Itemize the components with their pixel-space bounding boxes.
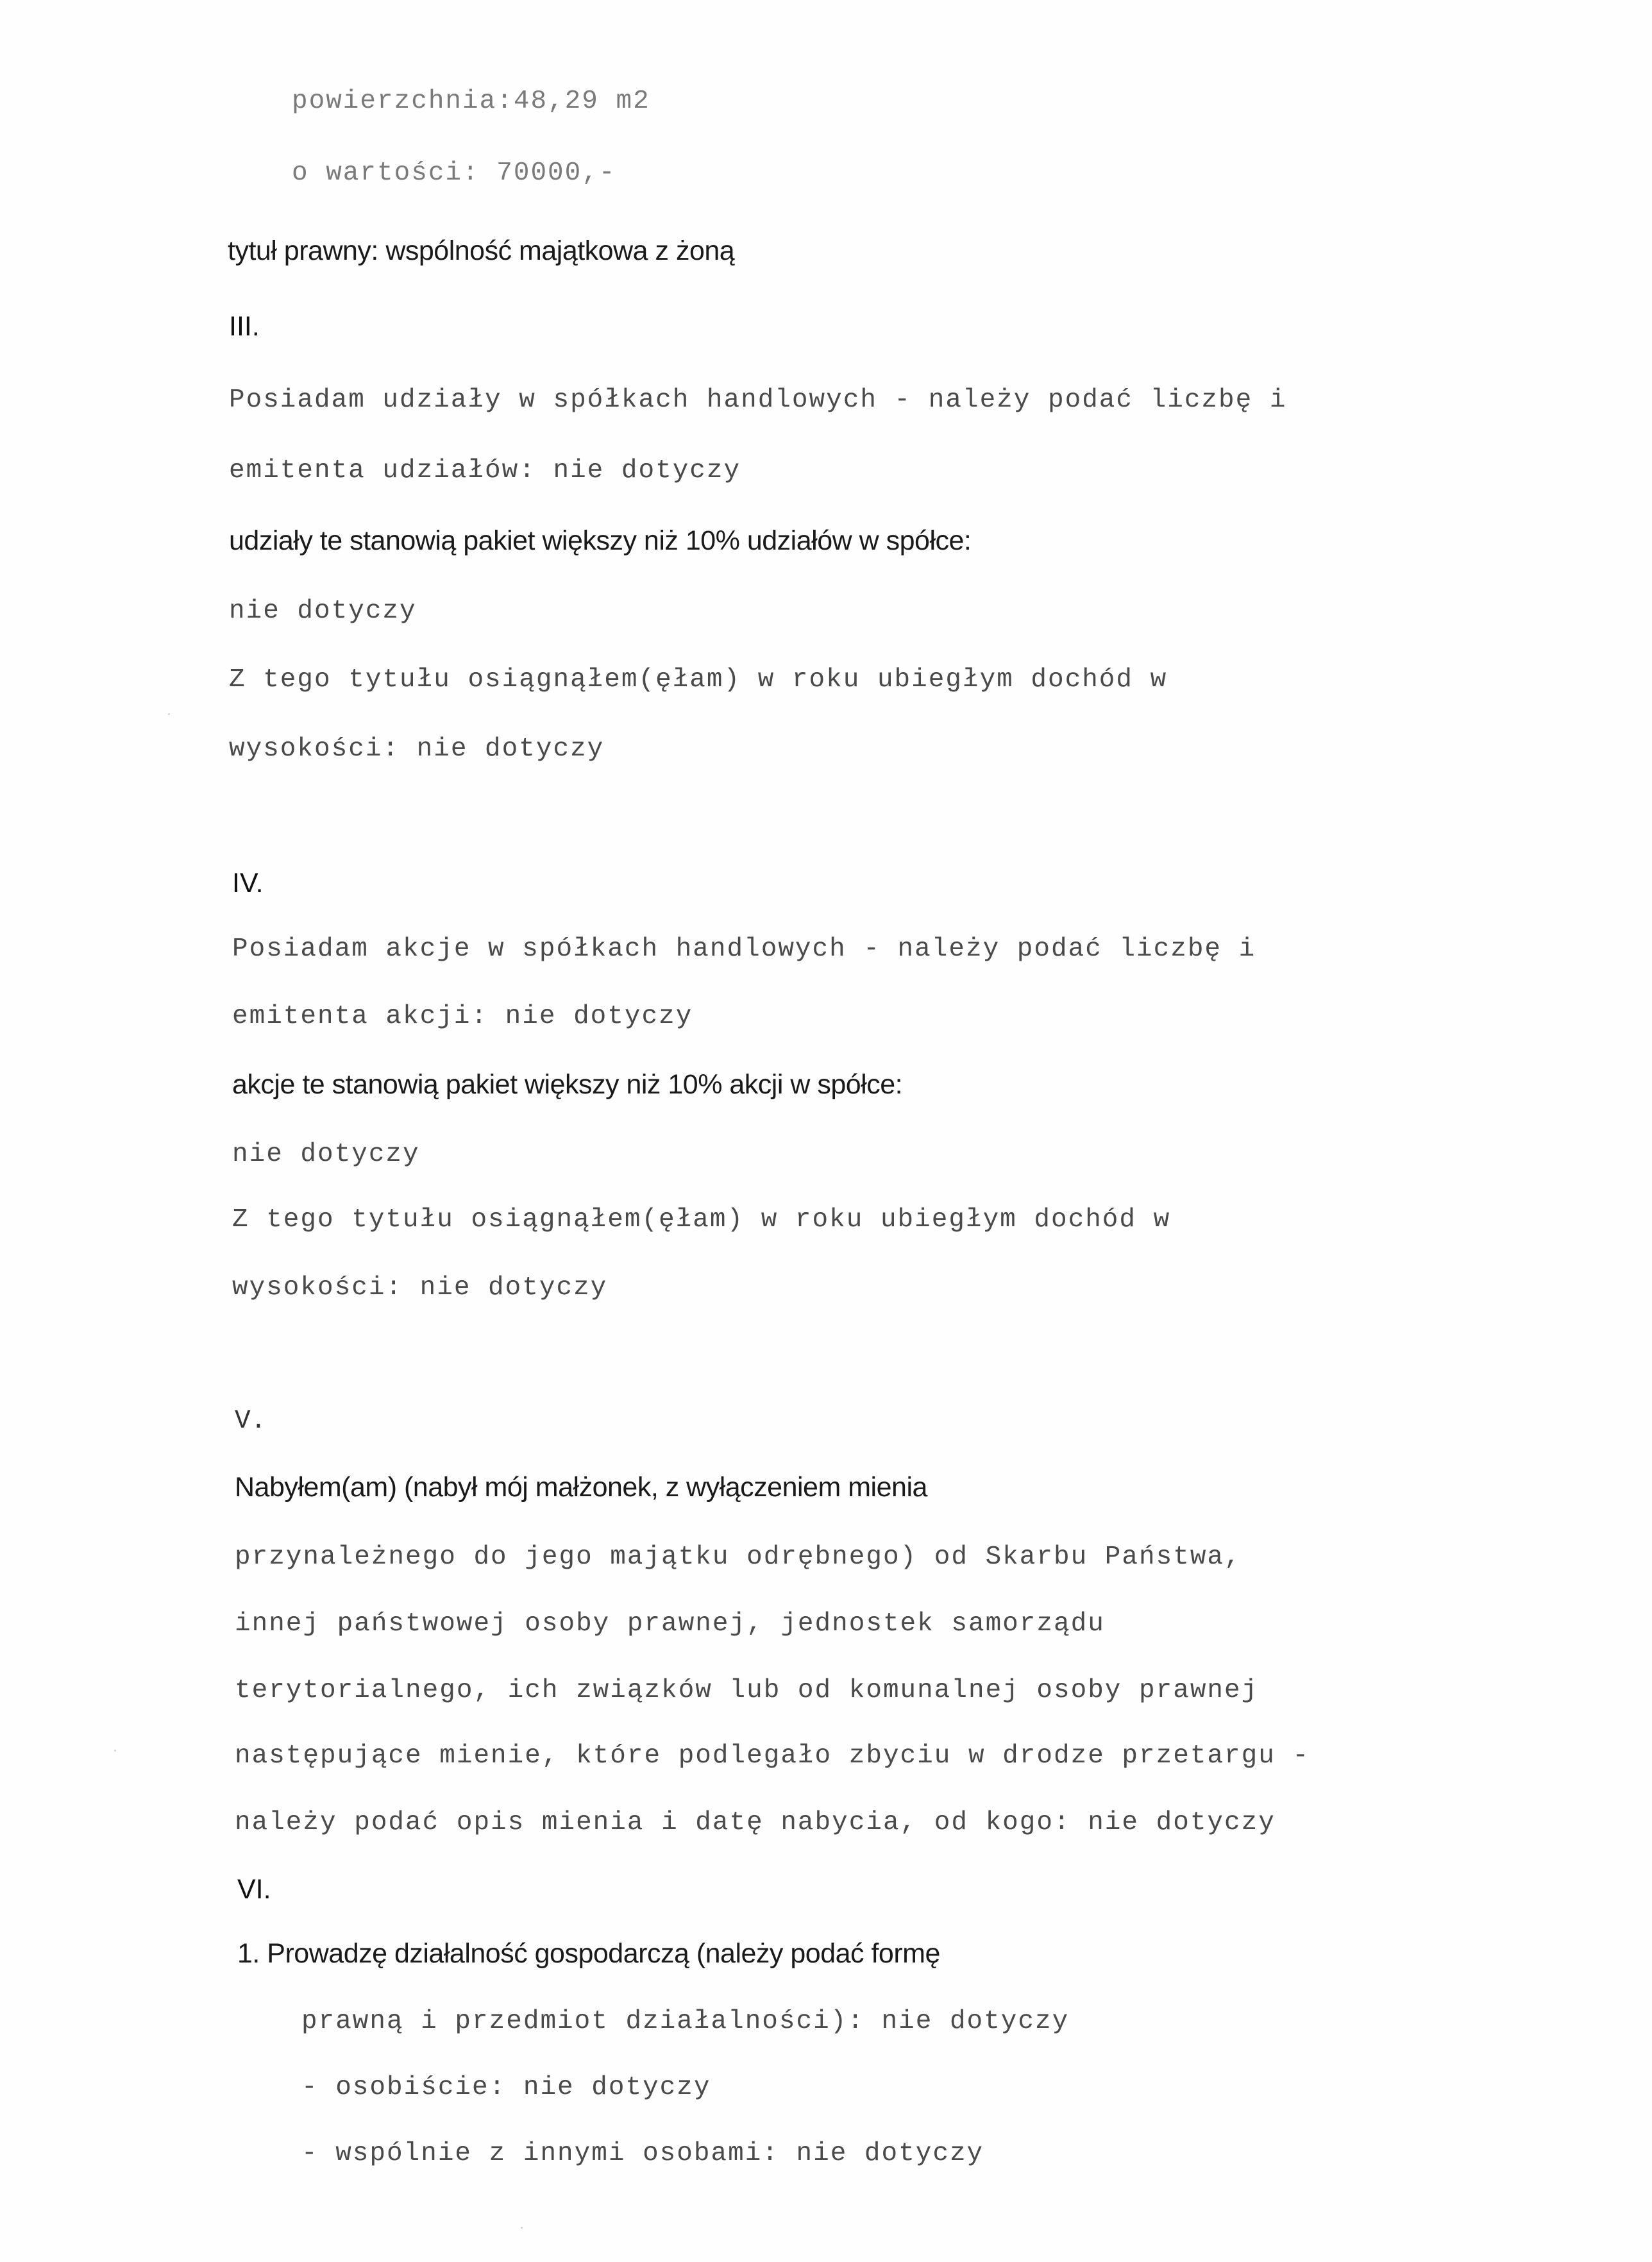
section-vi-heading: VI. (237, 1874, 271, 1905)
section-v-line-6: należy podać opis mienia i datę nabycia, od kogo: nie dotyczy (235, 1808, 1276, 1837)
section-iii-line-2: emitenta udziałów: nie dotyczy (229, 456, 741, 485)
scan-speck (114, 1750, 116, 1751)
section-v-line-3: innej państwowej osoby prawnej, jednostek samorządu (235, 1609, 1105, 1639)
scan-speck (168, 713, 170, 715)
section-v-heading: V. (235, 1406, 267, 1436)
section-iv-line-4: nie dotyczy (232, 1140, 420, 1169)
section-iii-line-5: Z tego tytułu osiągnąłem(ęłam) w roku ubiegłym dochód w (229, 665, 1168, 695)
section-iii-line-4: nie dotyczy (229, 596, 417, 626)
section-iv-heading: IV. (232, 868, 264, 899)
section-iii-heading: III. (229, 311, 260, 342)
section-iv-line-3: akcje te stanowią pakiet większy niż 10% akcji w spółce: (232, 1069, 903, 1100)
scan-speck (521, 2227, 523, 2229)
section-v-line-2: przynależnego do jego majątku odrębnego) od Skarbu Państwa, (235, 1542, 1242, 1572)
area-line: powierzchnia:48,29 m2 (292, 87, 650, 116)
section-vi-line-4: - wspólnie z innymi osobami: nie dotyczy (301, 2139, 984, 2168)
section-vi-line-1: 1. Prowadzę działalność gospodarczą (należy podać formę (237, 1938, 940, 1969)
section-v-line-5: następujące mienie, które podlegało zbyciu w drodze przetargu - (235, 1741, 1310, 1771)
section-iii-line-3: udziały te stanowią pakiet większy niż 10% udziałów w spółce: (229, 525, 972, 556)
legal-title-line: tytuł prawny: wspólność majątkowa z żoną (228, 235, 735, 266)
section-iii-line-1: Posiadam udziały w spółkach handlowych - należy podać liczbę i (229, 385, 1287, 415)
section-iv-line-5: Z tego tytułu osiągnąłem(ęłam) w roku ubiegłym dochód w (232, 1205, 1171, 1235)
section-iii-line-6: wysokości: nie dotyczy (229, 734, 605, 764)
section-v-line-1: Nabyłem(am) (nabył mój małżonek, z wyłączeniem mienia (235, 1472, 927, 1503)
section-iv-line-1: Posiadam akcje w spółkach handlowych - należy podać liczbę i (232, 934, 1256, 964)
section-vi-line-2: prawną i przedmiot działalności): nie dotyczy (301, 2007, 1070, 2036)
section-vi-line-3: - osobiście: nie dotyczy (301, 2073, 711, 2102)
section-iv-line-6: wysokości: nie dotyczy (232, 1273, 608, 1303)
section-iv-line-2: emitenta akcji: nie dotyczy (232, 1002, 693, 1031)
value-line: o wartości: 70000,- (292, 158, 616, 188)
section-v-line-4: terytorialnego, ich związków lub od komunalnej osoby prawnej (235, 1676, 1259, 1705)
